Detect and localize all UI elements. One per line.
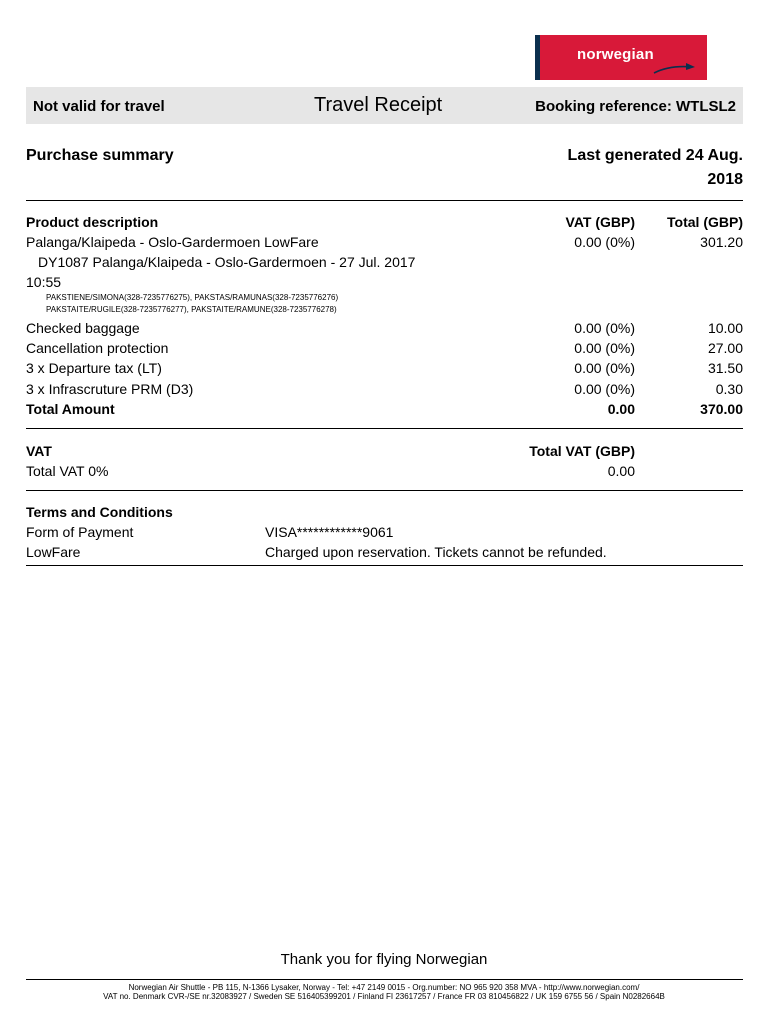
page-title: Travel Receipt bbox=[314, 94, 443, 116]
col-header-total: Total (GBP) bbox=[667, 214, 743, 230]
passengers-line1: PAKSTIENE/SIMONA(328-7235776275), PAKSTAS/RAMUNAS(328-7235776276) bbox=[46, 293, 339, 302]
item-label-prm: 3 x Infrascruture PRM (D3) bbox=[26, 381, 194, 397]
vat-numbers: VAT no. Denmark CVR-/SE nr.32083927 / Sweden SE 516405399201 / Finland FI 23617257 / France FR 03 810456822 / UK 159 6755 56 / Spain N0282664B bbox=[103, 992, 665, 1001]
payment-form-label: Form of Payment bbox=[26, 524, 134, 540]
divider bbox=[26, 565, 743, 566]
terms-heading: Terms and Conditions bbox=[26, 504, 173, 520]
divider bbox=[26, 490, 743, 491]
total-amount-value: 370.00 bbox=[700, 401, 743, 417]
divider bbox=[26, 428, 743, 429]
company-address: Norwegian Air Shuttle - PB 115, N-1366 Lysaker, Norway - Tel: +47 2149 0015 - Org.number: NO 965 920 358 MVA - http://www.norwegian.com/ bbox=[128, 983, 640, 992]
flight-segment: DY1087 Palanga/Klaipeda - Oslo-Gardermoen - 27 Jul. 2017 bbox=[38, 254, 416, 270]
thank-you-message: Thank you for flying Norwegian bbox=[280, 951, 488, 968]
vat-heading: VAT bbox=[26, 443, 52, 459]
airplane-icon bbox=[648, 61, 698, 75]
item-total-baggage: 10.00 bbox=[707, 320, 743, 336]
divider bbox=[26, 979, 743, 980]
lowfare-label: LowFare bbox=[26, 544, 81, 560]
passengers-line2: PAKSTAITE/RUGILE(328-7235776277), PAKSTAITE/RAMUNE(328-7235776278) bbox=[46, 305, 337, 314]
divider bbox=[26, 200, 743, 201]
logo-text: norwegian bbox=[577, 46, 654, 63]
vat-total-header: Total VAT (GBP) bbox=[529, 443, 635, 459]
item-label-cancellation: Cancellation protection bbox=[26, 340, 169, 356]
item-total-departure-tax: 31.50 bbox=[707, 360, 743, 376]
booking-reference: Booking reference: WTLSL2 bbox=[535, 98, 736, 115]
total-amount-label: Total Amount bbox=[26, 401, 115, 417]
vat-row-value: 0.00 bbox=[607, 463, 635, 479]
flight-total: 301.20 bbox=[700, 234, 743, 250]
item-total-prm: 0.30 bbox=[715, 381, 743, 397]
receipt-header bbox=[26, 87, 743, 124]
item-vat-baggage: 0.00 (0%) bbox=[574, 320, 635, 336]
flight-vat: 0.00 (0%) bbox=[574, 234, 635, 250]
lowfare-value: Charged upon reservation. Tickets cannot be refunded. bbox=[265, 544, 607, 560]
payment-form-value: VISA************9061 bbox=[265, 524, 394, 540]
flight-title: Palanga/Klaipeda - Oslo-Gardermoen LowFare bbox=[26, 234, 319, 250]
purchase-summary-heading: Purchase summary bbox=[26, 147, 174, 164]
vat-row-label: Total VAT 0% bbox=[26, 463, 109, 479]
col-header-description: Product description bbox=[26, 214, 159, 230]
col-header-vat: VAT (GBP) bbox=[565, 214, 635, 230]
item-vat-cancellation: 0.00 (0%) bbox=[574, 340, 635, 356]
last-generated-line1: Last generated 24 Aug. bbox=[567, 147, 743, 164]
item-total-cancellation: 27.00 bbox=[707, 340, 743, 356]
norwegian-logo bbox=[535, 35, 707, 80]
item-label-baggage: Checked baggage bbox=[26, 320, 140, 336]
item-vat-departure-tax: 0.00 (0%) bbox=[574, 360, 635, 376]
total-amount-vat: 0.00 bbox=[607, 401, 635, 417]
last-generated-line2: 2018 bbox=[707, 171, 743, 188]
item-label-departure-tax: 3 x Departure tax (LT) bbox=[26, 360, 162, 376]
not-valid-label: Not valid for travel bbox=[33, 98, 165, 115]
item-vat-prm: 0.00 (0%) bbox=[574, 381, 635, 397]
flight-time: 10:55 bbox=[26, 274, 62, 290]
